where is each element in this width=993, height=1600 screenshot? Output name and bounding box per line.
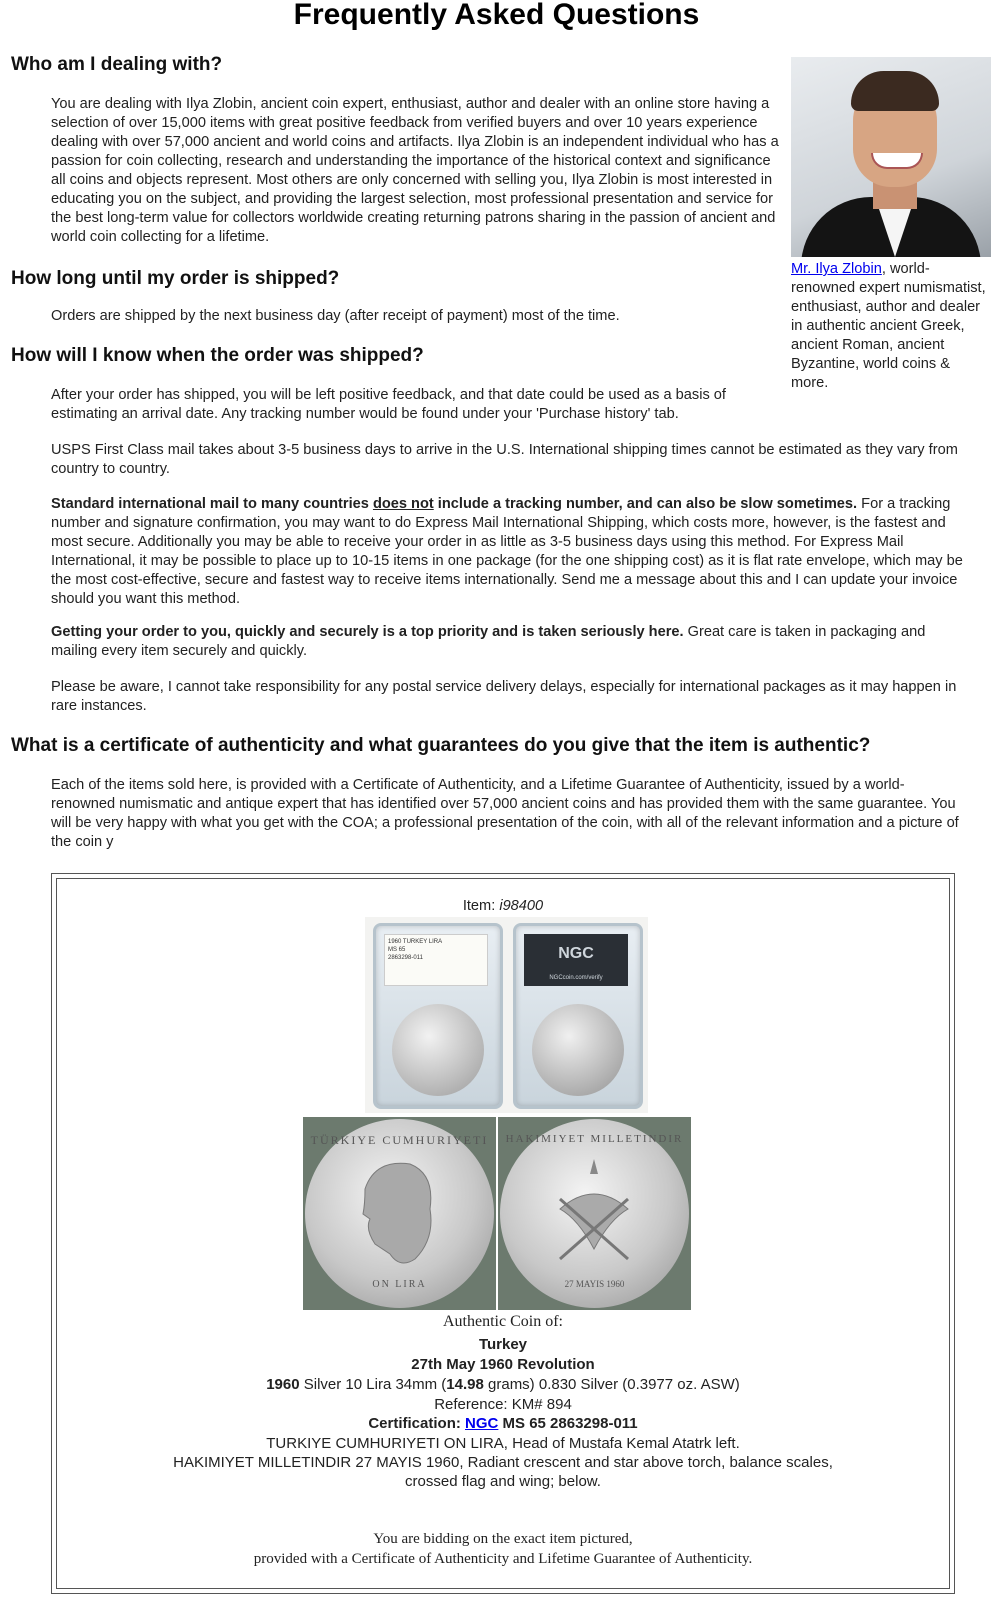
faq-body-how-know: After your order has shipped, you will be left positive feedback, and that date could be used as a basis of estimating an arrival date. Any tracking number would be found under your 'Purchase history' tab. — [51, 387, 726, 422]
slab-hologram — [524, 934, 628, 986]
dealer-photo — [791, 57, 991, 257]
slab-url: NGCcoin.com/verify — [549, 975, 603, 981]
spec-a: Silver 10 Lira 34mm ( — [299, 1376, 447, 1393]
spec-weight: 14.98 — [446, 1376, 484, 1393]
care-bold: Getting your order to you, quickly and securely is a top priority and is taken seriously here. — [51, 624, 684, 640]
care-body: Great care is taken in packaging and mailing every item securely and quickly. — [51, 624, 926, 659]
faq-heading-who: Who am I dealing with? — [11, 54, 223, 75]
slab-label-line2: MS 65 — [388, 947, 406, 953]
spec-year: 1960 — [266, 1376, 300, 1393]
slab-label-line1: 1960 TURKEY LIRA — [388, 939, 443, 945]
faq-body-who: You are dealing with Ilya Zlobin, ancient coin expert, enthusiast, author and dealer with an online store having a selection of over 15,000 items with great positive feedback from verified buyers and over 10 years experience dealing with over 57,000 ancient and world coins and artifacts. Ilya Zlobin is an independent individual who has a passion for coin collecting, research and understanding the importance of the historical context and significance all coins and objects represent. Most others are only concerned with selling you, Ilya Zlobin is most interested in educating you on the subject, and providing the largest selection, most professional presentation and service for the best long-term value for collectors worldwide creating returning patrons sharing in the passion of ancient and world coin collecting for a lifetime. — [51, 96, 779, 245]
intl-body: For a tracking number and signature confirmation, you may want to do Express Mail International Shipping, which costs more, however, is the fastest and most secure. Additionally you may be able to receive your order in as little as 3-5 business days using this method. For Express Mail International, it may be possible to place up to 10-15 items in one package (for the one shipping cost) as it is flat rate envelope, which may be the most cost-effective, secure and fastest way to receive items internationally. Send me a message about this and I can update your invoice should you want this method. — [51, 496, 963, 607]
item-label: Item: — [462, 898, 500, 914]
slab-back — [513, 923, 643, 1109]
dealer-photo-block — [791, 57, 991, 393]
faq-heading-how-know: How will I know when the order was shipped? — [11, 345, 424, 366]
slab-label — [384, 934, 488, 986]
dealer-caption — [791, 260, 991, 393]
page-title: Frequently Asked Questions — [293, 0, 700, 31]
slab-coin-obverse — [392, 1004, 484, 1096]
coin-reference: Reference: KM# 894 — [434, 1396, 572, 1413]
item-line — [57, 898, 949, 914]
slab-coin-reverse — [532, 1004, 624, 1096]
slab-label-line3: 2863298-011 — [388, 955, 423, 961]
coin-certification — [57, 1415, 949, 1432]
authentic-of: Authentic Coin of: — [443, 1313, 563, 1330]
faq-body-usps: USPS First Class mail takes about 3-5 business days to arrive in the U.S. International shipping times cannot be estimated as they vary from country to country. — [51, 442, 958, 477]
intl-bold-underline: does not — [372, 496, 434, 512]
reverse-coin — [500, 1119, 689, 1308]
item-id: i98400 — [499, 898, 544, 914]
faq-body-how-long: Orders are shipped by the next business day (after receipt of payment) most of the time. — [51, 308, 620, 324]
faq-body-coa: Each of the items sold here, is provided with a Certificate of Authenticity, and a Lifetime Guarantee of Authenticity, issued by a world-renowned numismatic and antique expert that has identified over 57,000 ancient coins and has provided them with the same guarantee. You will be very happy with what you get with the COA; a professional presentation of the coin, with all of the relevant information and a picture of the coin y — [51, 777, 959, 850]
reverse-legend: HAKIMIYET MILLETINDIR — [505, 1133, 684, 1145]
obverse-legend-top: TÜRKIYE CUMHURIYETI — [310, 1133, 489, 1147]
reverse-photo — [498, 1117, 691, 1310]
obverse-coin — [305, 1119, 494, 1308]
coin-event: 27th May 1960 Revolution — [411, 1356, 595, 1373]
certificate-inner-border — [56, 878, 950, 1589]
faq-heading-coa: What is a certificate of authenticity and what guarantees do you give that the item is authentic? — [11, 735, 871, 756]
coin-specs — [57, 1376, 949, 1393]
certificate-box — [51, 873, 955, 1594]
coin-desc-2: HAKIMIYET MILLETINDIR 27 MAYIS 1960, Radiant crescent and star above torch, balance scales, — [173, 1454, 833, 1471]
dealer-profile-link[interactable]: Mr. Ilya Zlobin — [791, 261, 882, 277]
faq-body-care — [51, 623, 966, 661]
bidding-line-2: provided with a Certificate of Authenticity and Lifetime Guarantee of Authenticity. — [253, 1551, 753, 1567]
slab-photo — [365, 917, 648, 1113]
obverse-photo — [303, 1117, 496, 1310]
reverse-date: 27 MAYIS 1960 — [564, 1279, 625, 1289]
spec-b: grams) 0.830 Silver (0.3977 oz. ASW) — [483, 1376, 740, 1393]
slab-brand: NGC — [558, 945, 594, 962]
ngc-link[interactable]: NGC — [465, 1415, 499, 1432]
cert-label: Certification: — [368, 1415, 466, 1432]
dealer-caption-text: , world-renowned expert numismatist, enthusiast, author and dealer in authentic ancient Greek, ancient Roman, ancient Byzantine, world coins & more. — [791, 261, 986, 391]
faq-heading-how-long: How long until my order is shipped? — [11, 268, 340, 289]
faq-body-aware: Please be aware, I cannot take responsibility for any postal service delivery delays, especially for international packages as it may happen in rare instances. — [51, 679, 957, 714]
intl-bold-a: Standard international mail to many countries — [51, 496, 373, 512]
faq-body-international — [51, 495, 966, 609]
slab-front — [373, 923, 503, 1109]
cert-grade: MS 65 2863298-011 — [498, 1415, 638, 1432]
coin-desc-1: TURKIYE CUMHURIYETI ON LIRA, Head of Mustafa Kemal Atatrk left. — [266, 1435, 740, 1452]
intl-bold-b: include a tracking number, and can also be slow sometimes. — [433, 496, 858, 512]
coin-desc-3: crossed flag and wing; below. — [405, 1473, 601, 1490]
obverse-legend-bottom: ON LIRA — [372, 1279, 427, 1290]
bidding-line-1: You are bidding on the exact item pictured, — [373, 1531, 633, 1547]
coin-country: Turkey — [478, 1336, 528, 1353]
